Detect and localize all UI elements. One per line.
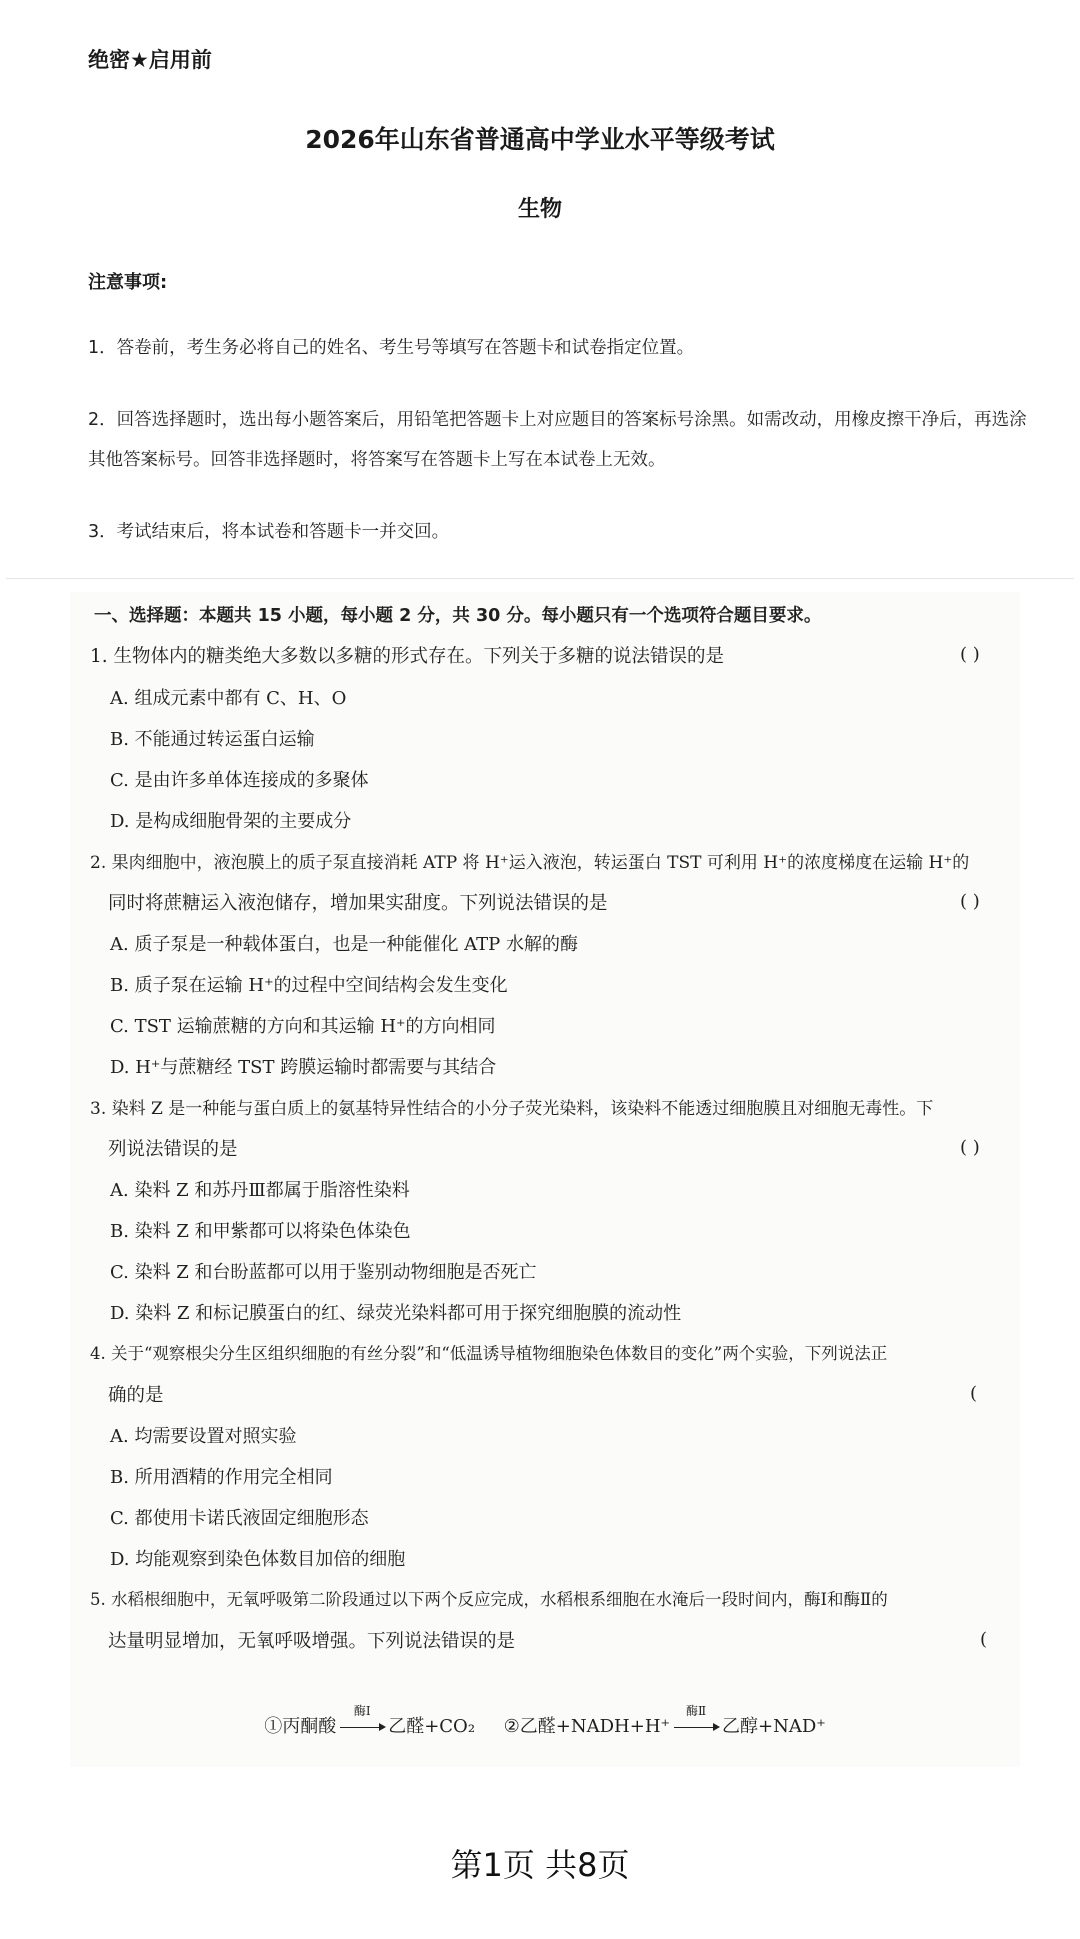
section-heading: 一、选择题：本题共 15 小题，每小题 2 分，共 30 分。每小题只有一个选项符合题目要求。 [94,606,822,626]
question-2-option-a: A. 质子泵是一种载体蛋白，也是一种能催化 ATP 水解的酶 [110,934,579,955]
reaction-1-arrow [336,1704,388,1737]
question-5-stem-line-2: 达量明显增加，无氧呼吸增强。下列说法错误的是 [108,1631,516,1652]
reaction-1-product: 乙醛+CO₂ [388,1716,476,1737]
question-2-answer-blank: ( ) [960,891,980,912]
reaction-2-arrow [670,1704,722,1737]
question-2-stem-line-1: 2. 果肉细胞中，液泡膜上的质子泵直接消耗 ATP 将 H⁺运入液泡，转运蛋白 TST 可利用 H⁺的浓度梯度在运输 H⁺的 [90,853,970,873]
question-5-answer-blank: ( [980,1629,988,1650]
question-5-stem-line-1: 5. 水稻根细胞中，无氧呼吸第二阶段通过以下两个反应完成，水稻根系细胞在水淹后一段时间内，酶Ⅰ和酶Ⅱ的 [90,1590,888,1609]
confidential-label: 绝密★启用前 [88,48,212,72]
question-2-stem-line-2: 同时将蔗糖运入液泡储存，增加果实甜度。下列说法错误的是 [108,893,608,914]
question-2-option-d: D. H⁺与蔗糖经 TST 跨膜运输时都需要与其结合 [110,1057,497,1078]
question-4-stem-line-2: 确的是 [108,1385,164,1406]
question-1-option-c: C. 是由许多单体连接成的多聚体 [110,770,369,791]
question-4-option-c: C. 都使用卡诺氏液固定细胞形态 [110,1508,369,1529]
question-1-option-a: A. 组成元素中都有 C、H、O [110,688,347,709]
question-3-option-d: D. 染料 Z 和标记膜蛋白的红、绿荧光染料都可用于探究细胞膜的流动性 [110,1303,682,1324]
reaction-equations [70,1704,1020,1738]
reaction-1-reactant: ①丙酮酸 [264,1716,337,1737]
question-1-answer-blank: ( ) [960,644,980,665]
notice-title: 注意事项: [88,272,168,293]
question-2-option-c: C. TST 运输蔗糖的方向和其运输 H⁺的方向相同 [110,1016,496,1037]
reaction-2-reactant: ②乙醛+NADH+H⁺ [503,1716,671,1737]
question-1-stem: 1. 生物体内的糖类绝大多数以多糖的形式存在。下列关于多糖的说法错误的是 [90,646,725,667]
question-4-option-d: D. 均能观察到染色体数目加倍的细胞 [110,1549,406,1570]
question-3-answer-blank: ( ) [960,1137,980,1158]
question-1-option-b: B. 不能通过转运蛋白运输 [110,729,315,750]
question-1-option-d: D. 是构成细胞骨架的主要成分 [110,811,352,832]
question-4-stem-line-1: 4. 关于“观察根尖分生区组织细胞的有丝分裂”和“低温诱导植物细胞染色体数目的变化”两个实验，下列说法正 [90,1344,888,1363]
notice-item-2: 2．回答选择题时，选出每小题答案后，用铅笔把答题卡上对应题目的答案标号涂黑。如需改动，用橡皮擦干净后，再选涂其他答案标号。回答非选择题时，将答案写在答题卡上写在本试卷上无效。 [88,410,1027,470]
question-3-option-c: C. 染料 Z 和台盼蓝都可以用于鉴别动物细胞是否死亡 [110,1262,537,1283]
exam-title: 2026年山东省普通高中学业水平等级考试 [305,125,775,154]
question-3-option-a: A. 染料 Z 和苏丹Ⅲ都属于脂溶性染料 [110,1180,410,1201]
question-3-stem-line-1: 3. 染料 Z 是一种能与蛋白质上的氨基特异性结合的小分子荧光染料，该染料不能透过细胞膜且对细胞无毒性。下 [90,1099,934,1119]
question-4-option-a: A. 均需要设置对照实验 [110,1426,297,1447]
question-3-option-b: B. 染料 Z 和甲紫都可以将染色体染色 [110,1221,411,1242]
notice-item-1: 1．答卷前，考生务必将自己的姓名、考生号等填写在答题卡和试卷指定位置。 [88,338,695,358]
question-2-option-b: B. 质子泵在运输 H⁺的过程中空间结构会发生变化 [110,975,508,996]
scanned-exam-page [70,592,1020,1767]
subject-title: 生物 [517,197,562,222]
reaction-1-enzyme: 酶Ⅰ [353,1704,371,1718]
divider [6,578,1074,579]
typed-header-region [0,0,1080,580]
question-3-stem-line-2: 列说法错误的是 [108,1139,238,1160]
question-4-answer-blank: ( [970,1383,978,1404]
reaction-2-enzyme: 酶Ⅱ [685,1704,707,1718]
reaction-2-product: 乙醇+NAD⁺ [722,1716,826,1737]
page-indicator: 第1页 共8页 [450,1846,630,1884]
question-4-option-b: B. 所用酒精的作用完全相同 [110,1467,333,1488]
notice-item-3: 3．考试结束后，将本试卷和答题卡一并交回。 [88,522,450,542]
